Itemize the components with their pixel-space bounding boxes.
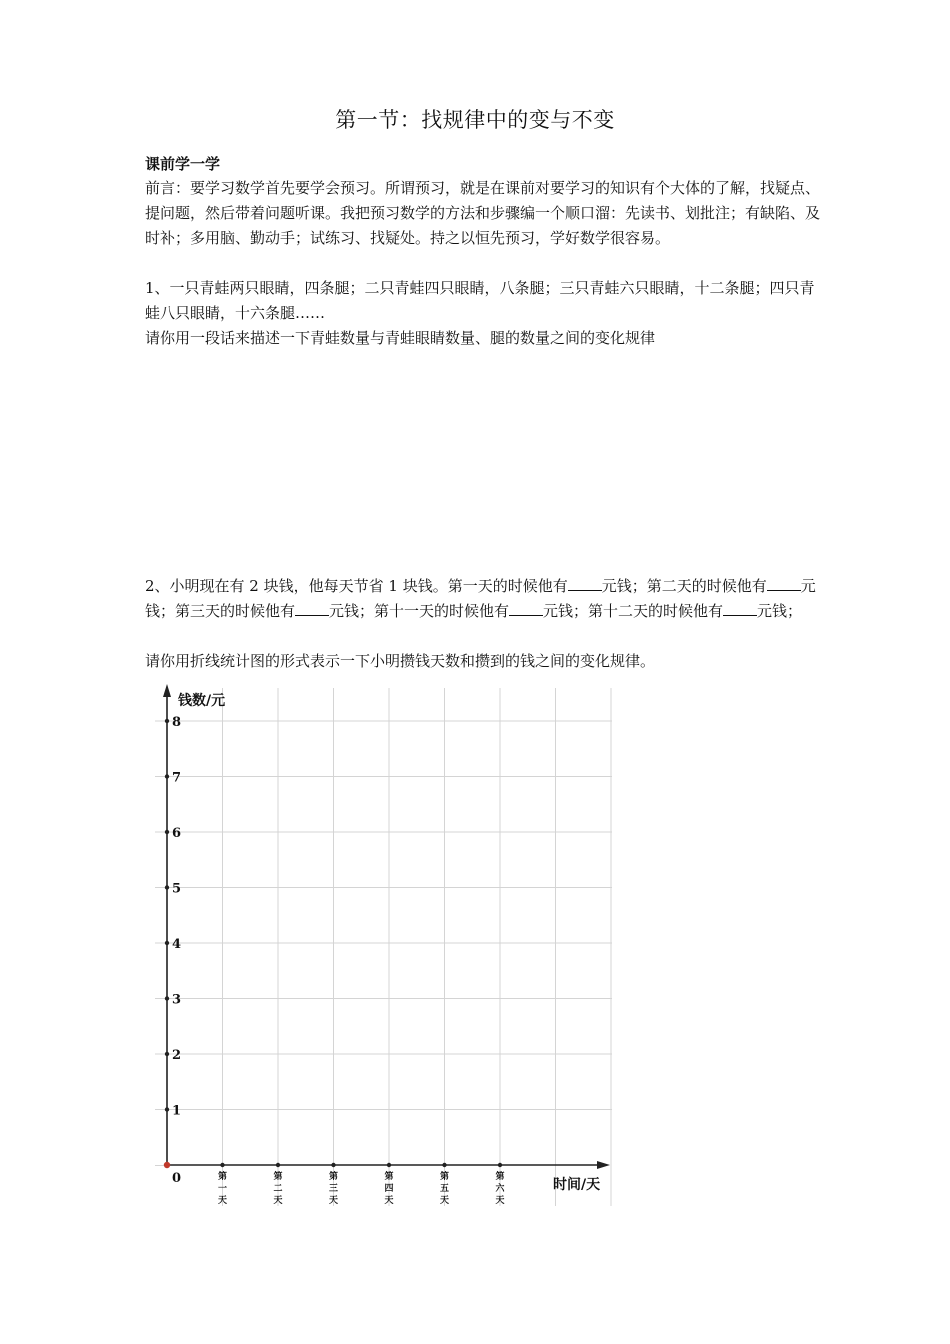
question-1-prompt: 请你用一段话来描述一下青蛙数量与青蛙眼睛数量、腿的数量之间的变化规律 <box>145 329 656 347</box>
y-tick-mark <box>165 1107 169 1111</box>
q2-part4: 元钱；第十一天的时候他有 <box>329 602 510 620</box>
section-heading: 课前学一学 <box>145 155 221 173</box>
grid-vertical-lines <box>223 688 612 1206</box>
y-tick-mark <box>165 1052 169 1056</box>
origin-dot <box>164 1162 170 1168</box>
x-axis-arrow-icon <box>597 1161 610 1169</box>
y-tick-label: 7 <box>172 770 182 786</box>
y-tick-mark <box>165 885 169 889</box>
q2-part5: 元钱；第十二天的时候他有 <box>543 602 724 620</box>
y-axis-arrow-icon <box>163 684 171 697</box>
x-tick-mark <box>442 1163 446 1167</box>
q2-part2: 元钱；第二天的时候他有 <box>601 577 767 595</box>
y-tick-mark <box>165 719 169 723</box>
y-tick-mark <box>165 996 169 1000</box>
y-axis-title: 钱数/元 <box>178 693 226 709</box>
intro-paragraph: 前言：要学习数学首先要学会预习。所谓预习，就是在课前对要学习的知识有个大体的了解，找疑点、提问题，然后带着问题听课。我把预习数学的方法和步骤编一个顺口溜：先读书、划批注；有缺陷、及时补；多用脑、勤动手；试练习、找疑处。持之以恒先预习，学好数学很容易。 <box>145 179 821 247</box>
x-tick-mark <box>220 1163 224 1167</box>
y-tick-mark <box>165 941 169 945</box>
q2-part3: 元钱；第三天的时候他有 <box>145 577 816 620</box>
q2-part1: 2、小明现在有 2 块钱，他每天节省 1 块钱。第一天的时候他有 <box>145 577 568 595</box>
grid-horizontal-lines <box>155 721 612 1166</box>
x-tick-label: 第六天 <box>495 1172 505 1206</box>
x-tick-mark <box>498 1163 502 1167</box>
x-tick-mark <box>276 1163 280 1167</box>
x-tick-mark <box>331 1163 335 1167</box>
y-tick-mark <box>165 830 169 834</box>
page-title: 第一节：找规律中的变与不变 <box>335 108 615 132</box>
x-tick-mark <box>387 1163 391 1167</box>
q2-part6: 元钱； <box>757 602 803 620</box>
question-1-text: 1、一只青蛙两只眼睛，四条腿；二只青蛙四只眼睛，八条腿；三只青蛙六只眼睛，十二条腿；四只青蛙八只眼睛，十六条腿…… <box>145 279 815 322</box>
y-tick-label: 8 <box>172 715 182 730</box>
x-tick-label: 第二天 <box>273 1172 283 1206</box>
x-tick-label: 第一天 <box>217 1172 228 1206</box>
x-axis-ticks <box>218 1163 506 1206</box>
y-tick-label: 4 <box>172 937 182 952</box>
y-tick-label: 2 <box>172 1048 182 1063</box>
y-tick-label: 6 <box>172 826 182 841</box>
x-tick-label: 第四天 <box>384 1172 394 1206</box>
question-2-prompt: 请你用折线统计图的形式表示一下小明攒钱天数和攒到的钱之间的变化规律。 <box>145 652 656 670</box>
x-tick-label: 第五天 <box>439 1172 450 1206</box>
origin-label: 0 <box>172 1171 182 1186</box>
y-tick-label: 3 <box>172 992 182 1008</box>
x-axis-title: 时间/天 <box>553 1177 601 1193</box>
y-tick-label: 1 <box>172 1103 182 1119</box>
y-tick-mark <box>165 774 169 778</box>
y-tick-label: 5 <box>172 881 182 897</box>
x-tick-label: 第三天 <box>328 1172 339 1206</box>
